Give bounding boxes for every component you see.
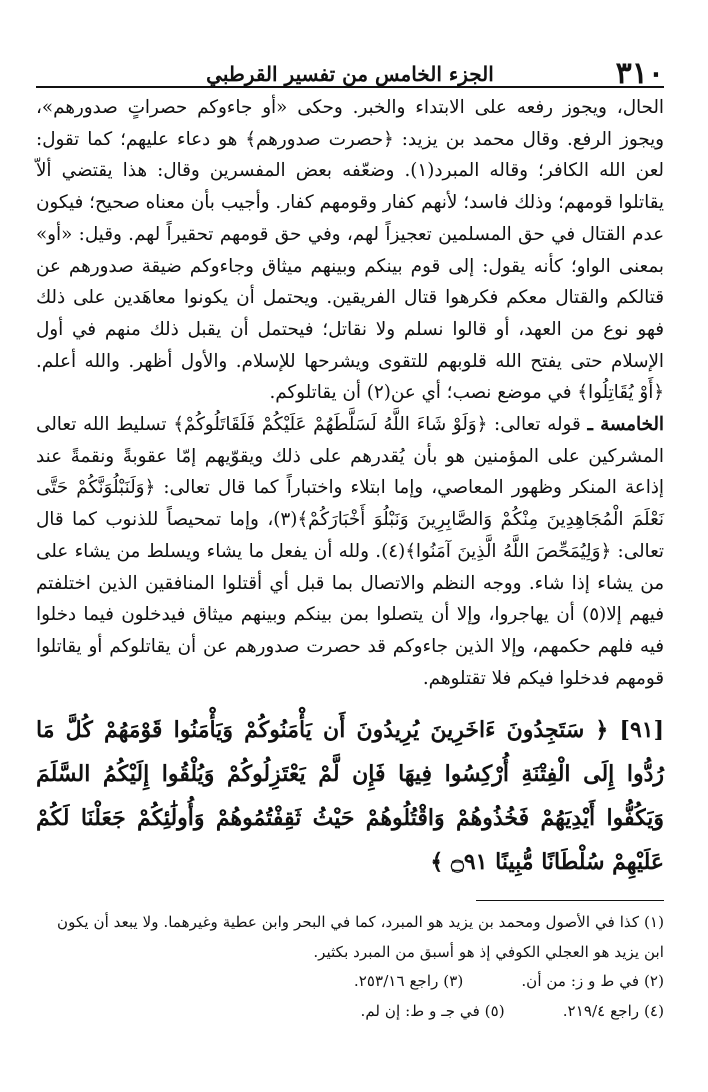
- paragraph-2: [36, 409, 664, 694]
- footnote-1: (١) كذا في الأصول ومحمد بن يزيد هو المبرد، كما في البحر وابن عطية وغيرهما. ولا يبعد أن يكون ابن يزيد هو العجلي الكوفي إذ هو أسبق من المبرد بكثير.: [57, 913, 664, 961]
- header-rule: [36, 86, 664, 88]
- footnote-2: (٢) في ط و ز: من أن.: [521, 972, 664, 990]
- verse-text: ﴿ سَتَجِدُونَ ءَاخَرِينَ يُرِيدُونَ أَن يَأْمَنُوكُمْ وَيَأْمَنُوا قَوْمَهُمْ كُلَّ مَا رُدُّوا إِلَى الْفِتْنَةِ أُرْكِسُوا فِيهَا فَإِن لَّمْ يَعْتَزِلُوكُمْ وَيُلْقُوا إِلَيْكُمُ السَّلَمَ وَيَكُفُّوا أَيْدِيَهُمْ فَخُذُوهُمْ وَاقْتُلُوهُمْ حَيْثُ ثَقِفْتُمُوهُمْ وَأُولَٰئِكُمْ جَعَلْنَا لَكُمْ عَلَيْهِمْ سُلْطَانًا مُّبِينًا ۝٩١ ﴾: [36, 717, 664, 876]
- main-text: [36, 92, 664, 884]
- verse-number: [٩١]: [619, 717, 664, 744]
- footnotes: [36, 908, 664, 1026]
- footnote-3: (٣) راجع ٢٥٣/١٦.: [353, 972, 464, 990]
- paragraph-1: الحال، ويجوز رفعه على الابتداء والخبر. وحكى «أو جاءوكم حصراتٍ صدورهم»، ويجوز الرفع. وقال محمد بن يزيد: ﴿حصرت صدورهم﴾ هو دعاء عليهم؛ كما تقول: لعن الله الكافر؛ وقاله المبرد(١). وضعّفه بعض المفسرين وقال: هذا يقتضي ألاّ يقاتلوا قومهم؛ وذلك فاسد؛ لأنهم كفار وقومهم كفار. وأجيب بأن معناه صحيح؛ فيكون عدم القتال في حق المسلمين تعجيزاً لهم، وفي حق قومهم تحقيراً لهم. وقيل: «أو» بمعنى الواو؛ كأنه يقول: إلى قوم بينكم وبينهم ميثاق وجاءوكم ضيقة صدورهم عن قتالكم والقتال معكم فكرهوا قتال الفريقين. ويحتمل أن يكونوا معاهَدين على ذلك فهو نوع من العهد، أو قالوا نسلم ولا نقاتل؛ فيحتمل أن يقبل ذلك منهم في أول الإسلام حتى يفتح الله قلوبهم للتقوى ويشرحها للإسلام. والأول أظهر. والله أعلم. ﴿أَوْ يُقَاتِلُوا﴾ في موضع نصب؛ أي عن(٢) أن يقاتلوكم.: [36, 97, 664, 404]
- footnote-row-1: [36, 967, 664, 997]
- footnote-row-2: [36, 997, 664, 1027]
- footnote-rule: [476, 900, 664, 901]
- quran-verse: [36, 708, 664, 884]
- paragraph-2-text: قوله تعالى: ﴿وَلَوْ شَاءَ اللَّهُ لَسَلَّطَهُمْ عَلَيْكُمْ فَلَقَاتَلُوكُمْ﴾ تسليط الله تعالى المشركين على المؤمنين هو بأن يُقدرهم على ذلك ويقوّيهم إمّا عقوبةً ونقمةً عند إذاعة المنكر وظهور المعاصي، وإما ابتلاء واختباراً كما قال تعالى: ﴿وَلَنَبْلُوَنَّكُمْ حَتَّى نَعْلَمَ الْمُجَاهِدِينَ مِنْكُمْ وَالصَّابِرِينَ وَنَبْلُوَ أَخْبَارَكُمْ﴾(٣)، وإما تمحيصاً للذنوب كما قال تعالى: ﴿وَلِيُمَحِّصَ اللَّهُ الَّذِينَ آمَنُوا﴾(٤). ولله أن يفعل ما يشاء ويسلط من يشاء على من يشاء إذا شاء. ووجه النظم والاتصال بما قبل أي أقتلوا المنافقين الذين اختلفتم فيهم إلا(٥) أن يهاجروا، وإلا أن يتصلوا بمن بينكم وبينهم ميثاق فيدخلون فيما دخلوا فيه فلهم حكمهم، وإلا الذين جاءوكم قد حصرت صدورهم عن أن يقاتلوكم أو يقاتلوا قومهم فدخلوا فيكم فلا تقتلوهم.: [36, 414, 664, 689]
- page-header: [36, 52, 664, 91]
- footnote-5: (٥) في جـ و ط: إن لم.: [360, 1001, 505, 1020]
- footnote-4: (٤) راجع ٢١٩/٤.: [562, 1001, 664, 1020]
- running-title: الجزء الخامس من تفسير القرطبي: [206, 62, 494, 86]
- section-lead: الخامسة ـ: [587, 414, 664, 436]
- page-number: ٣١٠: [615, 56, 664, 91]
